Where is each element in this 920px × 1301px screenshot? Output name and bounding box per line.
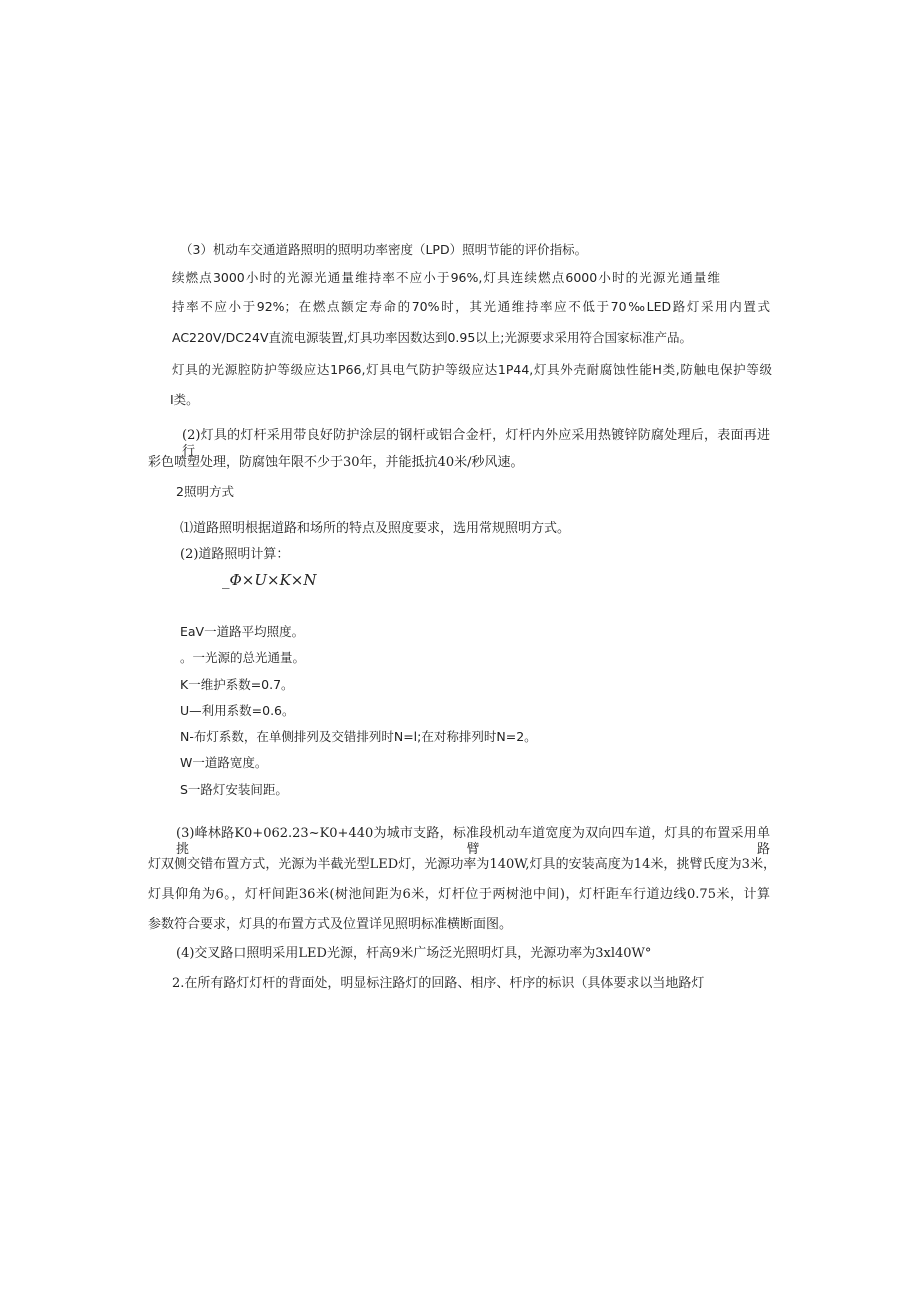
text-line: (4)交叉路口照明采用LED光源，杆高9米广场泛光照明灯具，光源功率为3xl40W° (176, 946, 652, 961)
text-line: 灯具仰角为6。，灯杆间距36米(树池间距为6米，灯杆位于两树池中间)，灯杆距车行道边线0.75米，计算 (148, 887, 770, 902)
text-line: 持率不应小于92%；在燃点额定寿命的70%时，其光通维持率应不低于70‰LED路灯采用内置式 (172, 299, 770, 314)
definition-line: U—利用系数=0.6。 (180, 703, 295, 718)
text-line: 2.在所有路灯灯杆的背面处，明显标注路灯的回路、相序、杆序的标识（具体要求以当地路灯 (172, 976, 705, 991)
formula: _Φ×U×K×N (222, 571, 317, 589)
text-line: AC220V/DC24V直流电源装置,灯具功率因数达到0.95以上;光源要求采用符合国家标准产品。 (172, 330, 693, 345)
text-line: ⑴道路照明根据道路和场所的特点及照度要求，选用常规照明方式。 (180, 521, 571, 536)
text-line: (2)道路照明计算： (180, 547, 290, 562)
text-line: 灯具的光源腔防护等级应达1P66,灯具电气防护等级应达1P44,灯具外壳耐腐蚀性能H类,防触电保护等级 (172, 362, 772, 377)
text-line: (3)峰林路K0+062.23~K0+440为城市支路，标准段机动车道宽度为双向四车道，灯具的布置采用单挑臂路 (176, 826, 770, 857)
text-line: I类。 (170, 392, 199, 407)
text-line: 彩色喷塑处理，防腐蚀年限不少于30年，并能抵抗40米/秒风速。 (148, 455, 524, 470)
text-line: （3）机动车交通道路照明的照明功率密度（LPD）照明节能的评价指标。 (180, 242, 588, 257)
definition-line: W一道路宽度。 (180, 755, 268, 770)
text-line: 参数符合要求，灯具的布置方式及位置详见照明标准横断面图。 (148, 917, 513, 932)
section-heading: 2照明方式 (176, 484, 234, 499)
definition-line: 。一光源的总光通量。 (180, 650, 306, 665)
text-line: (2)灯具的灯杆采用带良好防护涂层的钢杆或铝合金杆，灯杆内外应采用热镀锌防腐处理后，表面再进行 (182, 428, 770, 459)
definition-line: N-布灯系数，在单侧排列及交错排列时N=l;在对称排列时N=2。 (180, 729, 537, 744)
text-line: 续燃点3000小时的光源光通量维持率不应小于96%,灯具连续燃点6000小时的光源光通量维 (172, 270, 720, 285)
definition-line: K一维护系数=0.7。 (180, 677, 294, 692)
definition-line: EaV一道路平均照度。 (180, 624, 305, 639)
definition-line: S一路灯安装间距。 (180, 782, 288, 797)
text-line: 灯双侧交错布置方式，光源为半截光型LED灯，光源功率为140W,灯具的安装高度为14米，挑臂氏度为3米， (148, 857, 776, 872)
